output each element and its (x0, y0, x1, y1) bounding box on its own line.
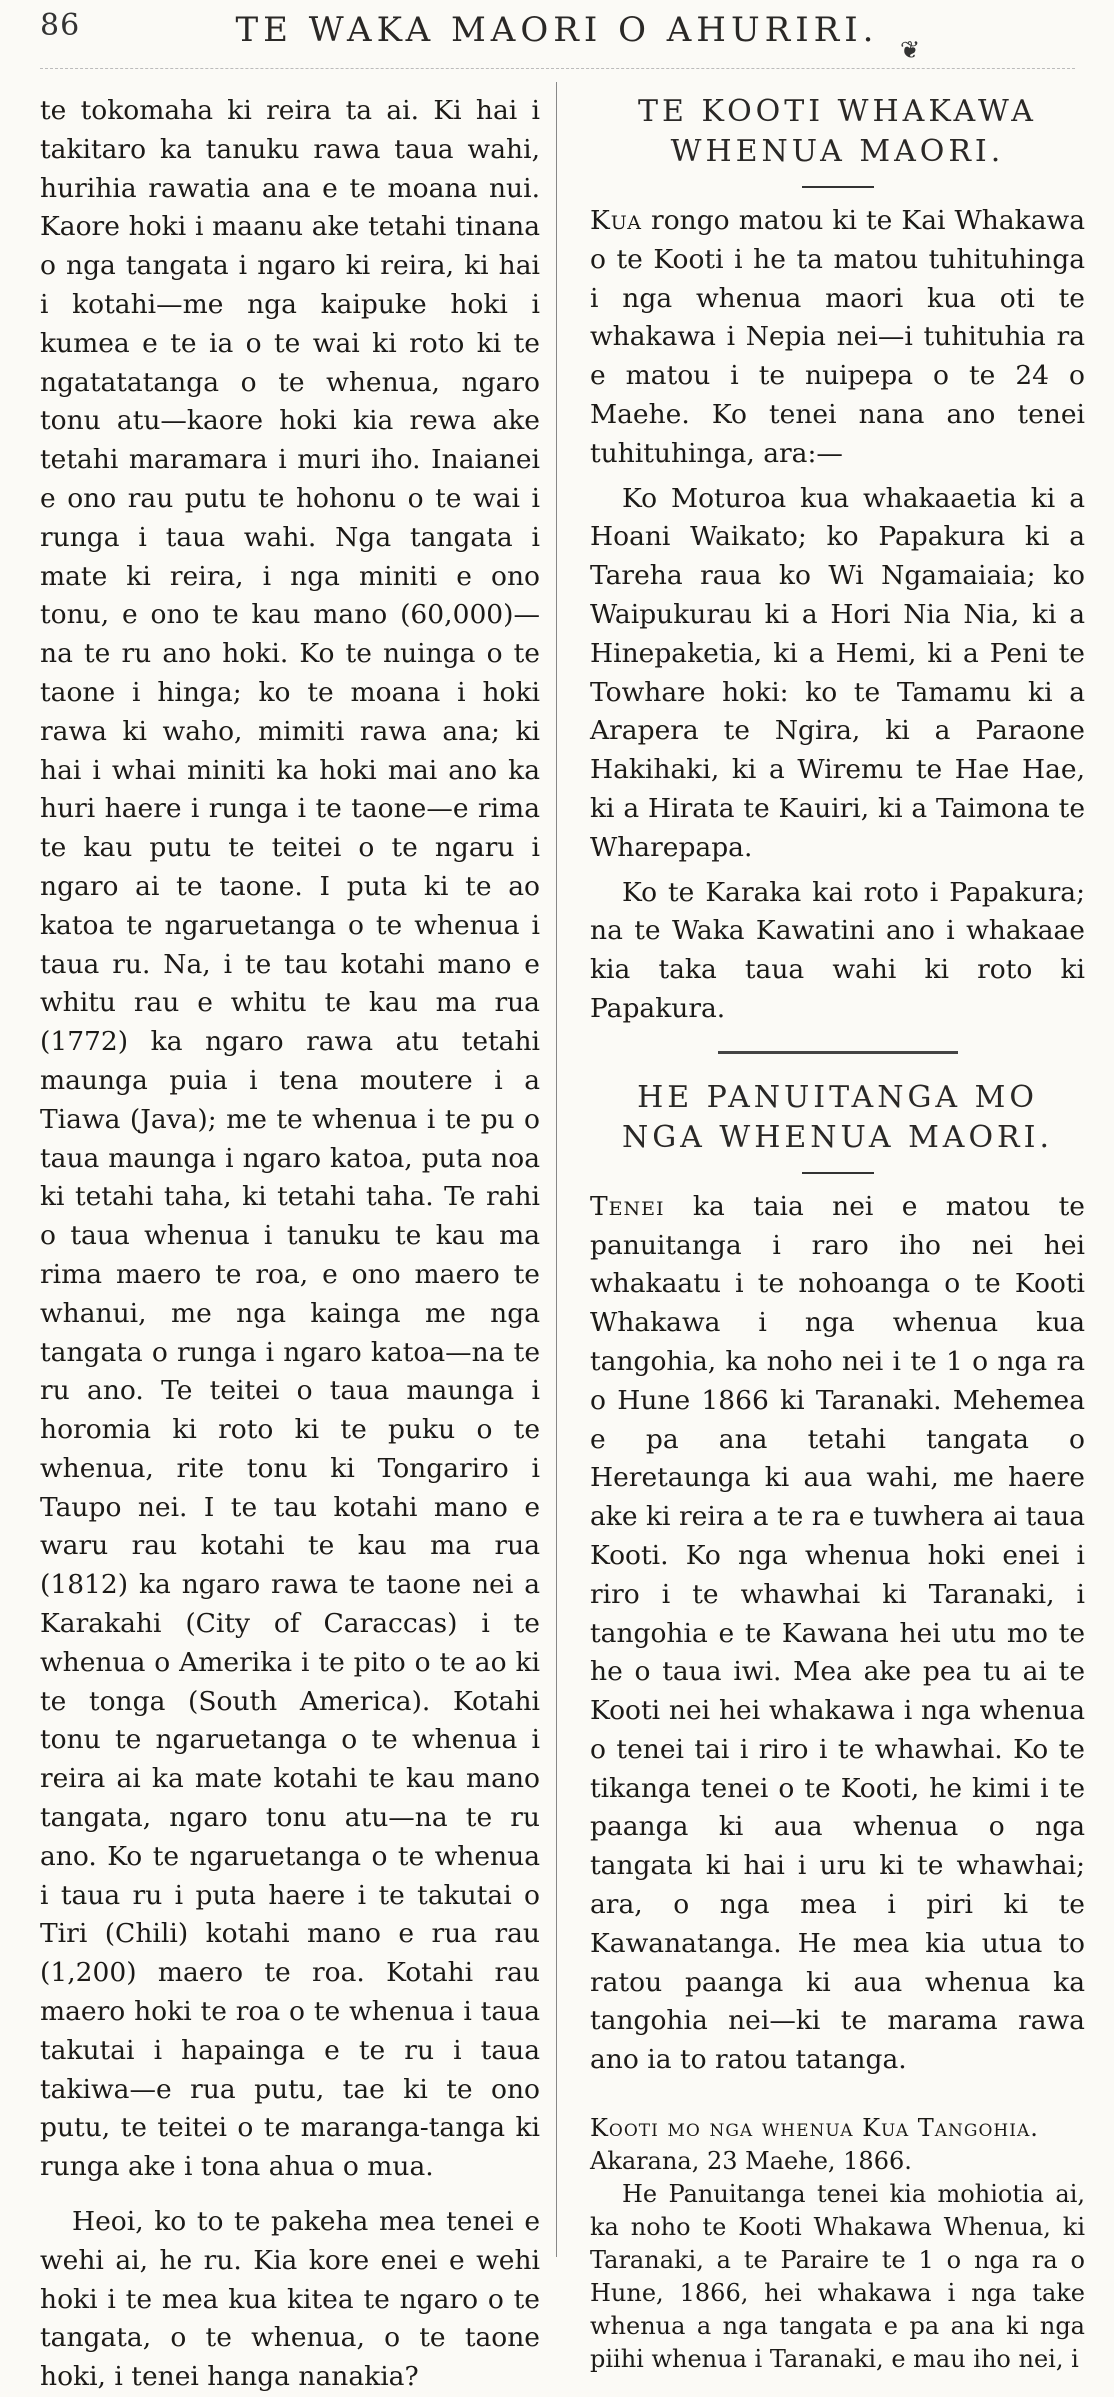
section-divider (718, 1051, 958, 1054)
header-rule (40, 68, 1075, 69)
section-heading-kooti: TE KOOTI WHAKAWA WHENUA MAORI. (638, 94, 1037, 169)
section1-paragraph-2: Ko Moturoa kua whakaaetia ki a Hoani Waikato; ko Papakura ki a Tareha raua ko Wi Ngamaiaia; ko Waipukurau ki a Hori Nia Nia, ki a Hinepaketia, ki a Hemi, ki a Peni te Towhare hoki: ko te Tamamu ki a Arapera te Ngira, ki a Paraone Hakihaki, ki a Wiremu te Hae Hae, ki a Hirata te Kauiri, ki a Taimona te Wharepapa. (590, 482, 1085, 863)
section2-paragraph (590, 1188, 1085, 2080)
heading-rule (802, 186, 874, 188)
notice-title: Kooti mo nga whenua Kua Tangohia. (590, 2114, 1039, 2143)
running-title: TE WAKA MAORI O AHURIRI. (235, 10, 879, 50)
notice-dateline: Akarana, 23 Maehe, 1866. (590, 2147, 912, 2176)
heading-rule (802, 1172, 874, 1174)
court-notice (590, 2112, 1085, 2376)
lead-word: Kua (590, 205, 642, 236)
section-heading-panuitanga: HE PANUITANGA MO NGA WHENUA MAORI. (621, 1079, 1054, 1155)
lead-word: Tenei (590, 1190, 665, 1222)
printer-ornament: ❦ (900, 36, 921, 64)
left-column (40, 92, 540, 2397)
right-column (590, 92, 1085, 2376)
section1-paragraph-1-text: rongo matou ki te Kai Whakawa o te Kooti i he ta matou tuhituhinga i nga whenua maori kua oti te whakawa i Nepia nei—i tuhituhia ra e matou i te nuipepa o te 24 o Maehe. Ko tenei nana ano tenei tuhituhinga, ara:— (590, 205, 1085, 469)
left-paragraph-1: te tokomaha ki reira ta ai. Ki hai i takitaro ka tanuku rawa taua wahi, hurihia rawatia ana e te moana nui. Kaore hoki i maanu ake tetahi tinana o nga tangata i ngaro ki reira, ki hai i kotahi—me nga kaipuke hoki i kumea e te ia o te wai ki roto ki te ngatatatanga o te whenua, ngaro tonu atu—kaore hoki kia rewa ake tetahi maramara i muri iho. Inaianei e ono rau putu te hohonu o te wai i runga i taua wahi. Nga tangata i mate ki reira, i nga miniti e ono tonu, e ono te kau mano (60,000)—na te ru ano hoki. Ko te nuinga o te taone i hinga; ko te moana i hoki rawa ki waho, mimiti rawa ana; ki hai i whai miniti ka hoki mai ano ka huri haere i runga i te taone—e rima te kau putu te teitei o te ngaru i ngaro ai te taone. I puta ki te ao katoa te ngaruetanga o te whenua i taua ru. Na, i te tau kotahi mano e whitu rau e whitu te kau ma rua (1772) ka ngaro rawa atu tetahi maunga puia i tena moutere i a Tiawa (Java); me te whenua i te pu o taua maunga i ngaro katoa, puta noa ki tetahi taha, ki tetahi taha. Te rahi o taua whenua i tanuku te kau ma rima maero te roa, e ono maero te whanui, me nga kainga me nga tangata o runga i ngaro katoa—na te ru ano. Te teitei o taua maunga i horomia ki roto ki te puku o te whenua, rite tonu ki Tongariro i Taupo nei. I te tau kotahi mano e waru rau kotahi te kau ma rua (1812) ka ngaro rawa te taone nei a Karakahi (City of Caraccas) i te whenua o Amerika i te pito o te ao ki te tonga (South America). Kotahi tonu te ngaruetanga o te whenua i reira ai ka mate kotahi te kau mano tangata, ngaro tonu atu—na te ru ano. Ko te ngaruetanga o te whenua i taua ru i puta haere i te takutai o Tiri (Chili) kotahi mano e rua rau (1,200) maero te roa. Kotahi rau maero hoki te roa o te whenua i taua takutai i hapainga e te ru i taua takiwa—e rua putu, tae ki te ono putu, te teitei o te maranga-tanga ki runga ake i tona ahua o mua. (40, 95, 540, 2183)
left-paragraph-2: Heoi, ko to te pakeha mea tenei e wehi ai, he ru. Kia kore enei e wehi hoki i te mea kua kitea te ngaro o te tangata, o te whenua, o te taone hoki, i tenei hanga nanakia? (40, 2206, 540, 2393)
notice-body: He Panuitanga tenei kia mohiotia ai, ka noho te Kooti Whakawa Whenua, ki Taranaki, a te Paraire te 1 o nga ra o Hune, 1866, hei whakawa i nga take whenua a nga tangata e pa ana ki nga piihi whenua i Taranaki, e mau iho nei, i (590, 2180, 1085, 2374)
section1-paragraph-1 (590, 202, 1085, 474)
section1-paragraph-3: Ko te Karaka kai roto i Papakura; na te Waka Kawatini ano i whakaae kia taka taua wahi ki roto ki Papakura. (590, 876, 1085, 1024)
column-divider (556, 82, 557, 2257)
section2-paragraph-text: ka taia nei e matou te panuitanga i raro iho nei hei whakaatu i te nohoanga o te Kooti Whakawa i nga whenua kua tangohia, ka noho nei i te 1 o nga ra o Hune 1866 ki Taranaki. Mehemea e pa ana tetahi tangata o Heretaunga ki aua wahi, me haere ake ki reira a te ra e tuwhera ai taua Kooti. Ko nga whenua hoki enei i riro i te whawhai ki Taranaki, i tangohia e te Kawana hei utu mo te he o taua iwi. Mea ake pea tu ai te Kooti nei hei whakawa i nga whenua o tenei tai i riro i te whawhai. Ko te tikanga tenei o te Kooti, he kimi i te paanga ki aua whenua o nga tangata ki hai i uru ki te whawhai; ara, o nga mea i piri ki te Kawanatanga. He mea kia utua to ratou paanga ki aua whenua ka tangohia nei—ki te marama rawa ano ia to ratou tatanga. (590, 1190, 1085, 2076)
page-number: 86 (40, 8, 81, 43)
